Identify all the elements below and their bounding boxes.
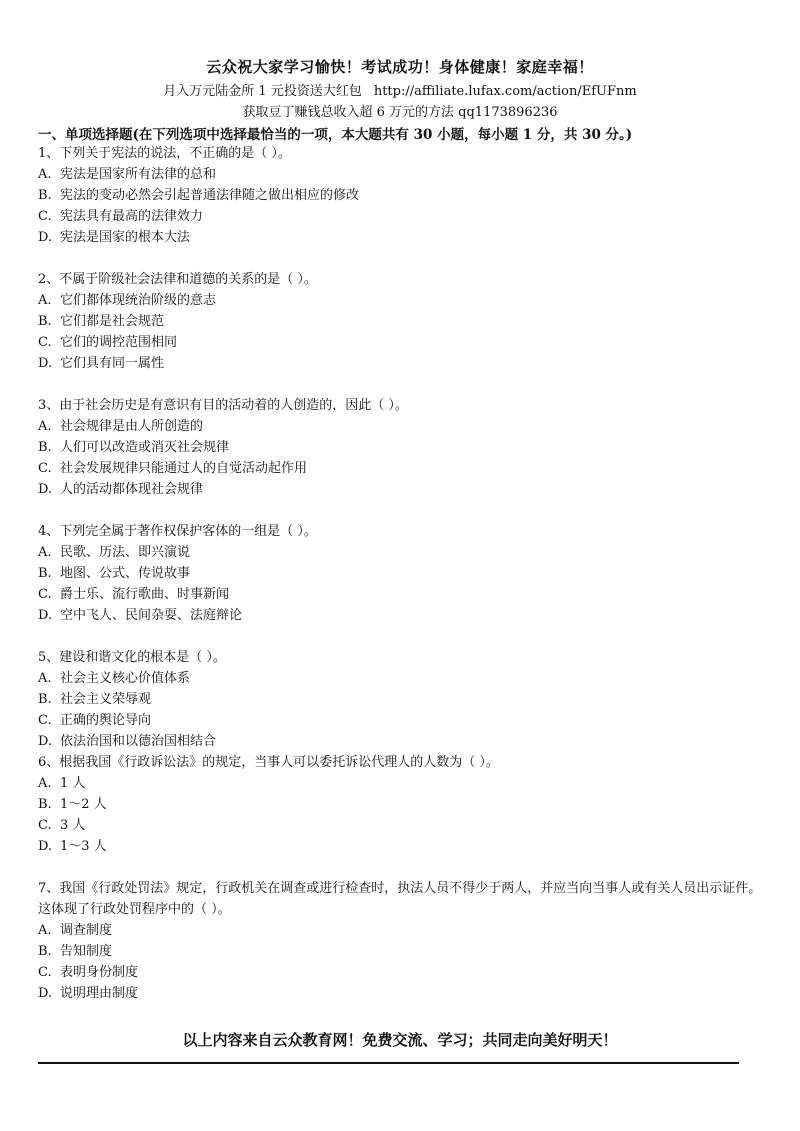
option-b: B. 告知制度 — [38, 944, 113, 959]
option-a: A. 它们都体现统治阶级的意志 — [38, 293, 217, 308]
footer-text: 以上内容来自云众教育网！免费交流、学习；共同走向美好明天！ — [182, 1031, 618, 1049]
promo-link[interactable]: http://affiliate.lufax.com/action/EfUFnm — [373, 84, 637, 99]
page-title: 云众祝大家学习愉快！考试成功！身体健康！家庭幸福！ — [206, 58, 594, 76]
option-b: B. 地图、公式、传说故事 — [38, 566, 191, 581]
question-stem: 7、我国《行政处罚法》规定，行政机关在调查或进行检查时，执法人员不得少于两人，并应当向当事人或有关人员出示证件。这体现了行政处罚程序中的（ ）。 — [38, 881, 762, 917]
option-c: C. 正确的舆论导向 — [38, 713, 152, 728]
option-b: B. 宪法的变动必然会引起普通法律随之做出相应的修改 — [38, 188, 360, 203]
question-6 — [38, 752, 770, 857]
option-d: D. 人的活动都体现社会规律 — [38, 482, 204, 497]
promo-text: 月入万元陆金所 1 元投资送大红包 — [163, 84, 362, 99]
question-stem: 5、建设和谐文化的根本是（ ）。 — [38, 650, 226, 665]
question-7 — [38, 878, 770, 1004]
option-c: C. 宪法具有最高的法律效力 — [38, 209, 204, 224]
option-b: B. 1～2 人 — [38, 797, 107, 812]
section-heading: 一、单项选择题(在下列选项中选择最恰当的一项，本大题共有 30 小题，每小题 1 分，共 30 分。) — [38, 127, 633, 143]
option-a: A. 宪法是国家所有法律的总和 — [38, 167, 217, 182]
option-c: C. 3 人 — [38, 818, 86, 833]
question-stem: 2、不属于阶级社会法律和道德的关系的是（ ）。 — [38, 272, 317, 287]
option-d: D. 空中飞人、民间杂耍、法庭辩论 — [38, 608, 243, 623]
question-stem: 1、下列关于宪法的说法，不正确的是（ ）。 — [38, 146, 291, 161]
question-2 — [38, 269, 770, 374]
promo-line — [0, 80, 800, 99]
option-d: D. 依法治国和以德治国相结合 — [38, 734, 217, 749]
option-c: C. 社会发展规律只能通过人的自觉活动起作用 — [38, 461, 308, 476]
question-stem: 6、根据我国《行政诉讼法》的规定，当事人可以委托诉讼代理人的人数为（ ）。 — [38, 755, 499, 770]
option-b: B. 它们都是社会规范 — [38, 314, 165, 329]
question-stem: 3、由于社会历史是有意识有目的活动着的人创造的，因此（ ）。 — [38, 398, 408, 413]
option-a: A. 社会规律是由人所创造的 — [38, 419, 204, 434]
question-stem: 4、下列完全属于著作权保护客体的一组是（ ）。 — [38, 524, 317, 539]
option-c: C. 爵士乐、流行歌曲、时事新闻 — [38, 587, 230, 602]
question-4 — [38, 521, 770, 626]
question-list — [38, 143, 770, 1004]
option-d: D. 它们具有同一属性 — [38, 356, 165, 371]
option-d: D. 说明理由制度 — [38, 986, 139, 1001]
option-d: D. 宪法是国家的根本大法 — [38, 230, 191, 245]
question-1 — [38, 143, 770, 248]
option-a: A. 社会主义核心价值体系 — [38, 671, 191, 686]
option-a: A. 1 人 — [38, 776, 86, 791]
question-3 — [38, 395, 770, 500]
option-c: C. 表明身份制度 — [38, 965, 139, 980]
question-5 — [38, 647, 770, 752]
option-c: C. 它们的调控范围相同 — [38, 335, 178, 350]
option-b: B. 人们可以改造或消灭社会规律 — [38, 440, 230, 455]
option-a: A. 调查制度 — [38, 923, 113, 938]
option-a: A. 民歌、历法、即兴演说 — [38, 545, 191, 560]
footer-divider — [38, 1062, 739, 1064]
option-d: D. 1～3 人 — [38, 839, 107, 854]
option-b: B. 社会主义荣辱观 — [38, 692, 152, 707]
contact-line: 获取豆丁赚钱总收入超 6 万元的方法 qq1173896236 — [242, 105, 558, 120]
